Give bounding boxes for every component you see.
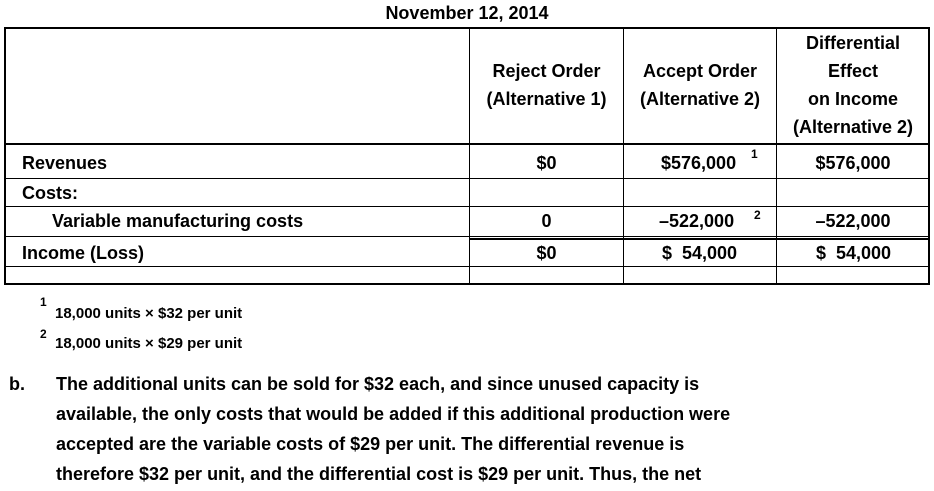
table-date-title: November 12, 2014 — [385, 3, 549, 23]
table-rule-income — [4, 266, 930, 267]
cell-revenues-accept-note: 1 — [751, 147, 758, 161]
footnote-text: 18,000 units × $29 per unit — [55, 335, 243, 352]
cell-income-accept: $ 54,000 — [662, 243, 738, 263]
paragraph-marker: b. — [9, 374, 25, 394]
paragraph-line: accepted are the variable costs of $29 per unit. The differential revenue is — [56, 434, 685, 454]
col-header-diff-line2: Effect — [827, 61, 878, 81]
paragraph-line: available, the only costs that would be added if this additional production were — [56, 404, 731, 424]
col-header-reject-line1: Reject Order — [492, 61, 601, 81]
paragraph-line: The additional units can be sold for $32 each, and since unused capacity is — [56, 374, 700, 394]
row-label-costs: Costs: — [22, 183, 79, 203]
cell-income-diff: $ 54,000 — [816, 243, 892, 263]
cell-revenues-reject: $0 — [536, 153, 557, 173]
cell-revenues-accept: $576,000 — [661, 153, 737, 173]
table-border-bottom — [4, 283, 930, 285]
paragraph-line: therefore $32 per unit, and the differential cost is $29 per unit. Thus, the net — [56, 464, 702, 484]
footnote-mark: 2 — [40, 327, 47, 341]
table-total-rule — [470, 238, 930, 240]
row-label-revenues: Revenues — [22, 153, 108, 173]
cell-variable-accept-note: 2 — [754, 208, 761, 222]
table-rule-costs — [4, 206, 930, 207]
cell-income-reject: $0 — [536, 243, 557, 263]
footnote-text: 18,000 units × $32 per unit — [55, 305, 243, 322]
col-header-diff-line3: on Income — [807, 89, 898, 109]
cell-revenues-diff: $576,000 — [815, 153, 891, 173]
table-rule-revenues — [4, 178, 930, 179]
col-header-accept-line1: Accept Order — [642, 61, 758, 81]
footnote-mark: 1 — [40, 295, 47, 309]
row-label-variable-costs: Variable manufacturing costs — [52, 211, 304, 231]
col-header-diff-line4: (Alternative 2) — [792, 117, 914, 137]
cell-variable-accept: –522,000 — [659, 211, 735, 231]
cell-variable-diff: –522,000 — [815, 211, 891, 231]
table-border-top — [4, 27, 930, 29]
table-border-left — [4, 27, 6, 285]
row-label-income: Income (Loss) — [22, 243, 145, 263]
table-rule-variable — [4, 236, 930, 237]
table-rule-header — [4, 143, 930, 145]
col-header-diff-line1: Differential — [805, 33, 901, 53]
cell-variable-reject: 0 — [541, 211, 552, 231]
col-header-reject-line2: (Alternative 1) — [486, 89, 607, 109]
col-header-accept-line2: (Alternative 2) — [639, 89, 761, 109]
